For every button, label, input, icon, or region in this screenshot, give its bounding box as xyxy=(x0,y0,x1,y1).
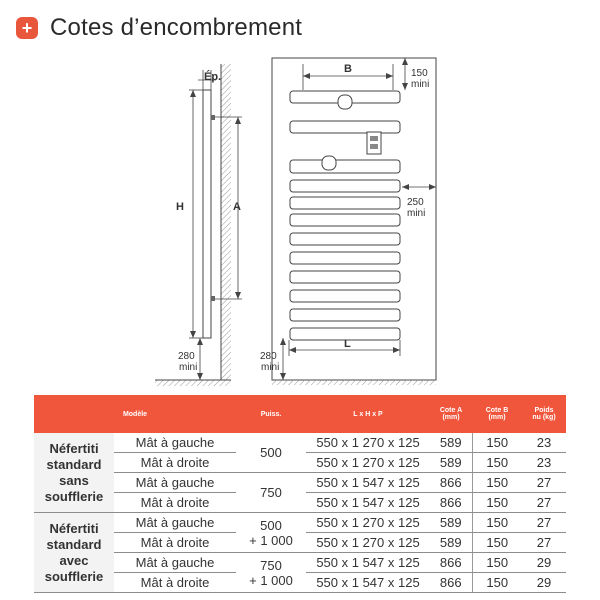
power-line: + 1 000 xyxy=(249,532,293,548)
radiator-bar xyxy=(290,290,400,302)
dims-cell: 550 x 1 270 x 125 xyxy=(306,513,430,533)
radiator-bar xyxy=(290,252,400,264)
a-label: A xyxy=(233,201,241,213)
col-header-weight xyxy=(522,395,566,433)
mini-280-right: 280 xyxy=(260,351,277,362)
variant-cell: Mât à droite xyxy=(114,573,236,593)
side-view xyxy=(155,64,242,386)
dims-cell: 550 x 1 270 x 125 xyxy=(306,533,430,553)
variant-cell: Mât à droite xyxy=(114,493,236,513)
ep-label: Ép. xyxy=(204,71,222,83)
radiator-bar xyxy=(290,271,400,283)
model-name-line: soufflerie xyxy=(44,568,104,584)
model-name-cell xyxy=(34,433,114,513)
col-header-weight-text: Poids nu (kg) xyxy=(532,407,556,421)
weight-cell: 29 xyxy=(522,553,566,573)
dims-cell: 550 x 1 547 x 125 xyxy=(306,473,430,493)
col-header-power: Puiss. xyxy=(236,395,306,433)
model-name-line: soufflerie xyxy=(44,488,104,504)
radiator-bar xyxy=(290,197,400,209)
weight-cell: 29 xyxy=(522,573,566,593)
cote-a-cell: 589 xyxy=(430,533,472,553)
b-label: B xyxy=(344,63,352,75)
col-header-dims: L x H x P xyxy=(306,395,430,433)
floor-side xyxy=(155,380,231,386)
plus-icon: + xyxy=(16,17,38,39)
radiator-bar xyxy=(290,214,400,226)
variant-cell: Mât à gauche xyxy=(114,433,236,453)
cote-b-cell: 150 xyxy=(472,573,522,593)
col-header-cote-b-text: Cote B (mm) xyxy=(485,407,509,421)
model-name-line: sans xyxy=(59,472,89,488)
spec-table xyxy=(34,395,566,593)
table-row xyxy=(34,433,566,453)
radiator-bar xyxy=(290,121,400,133)
cote-a-cell: 866 xyxy=(430,493,472,513)
cote-a-cell: 589 xyxy=(430,513,472,533)
variant-cell: Mât à droite xyxy=(114,533,236,553)
table-row xyxy=(34,553,566,573)
col-header-cote-a-text: Cote A (mm) xyxy=(439,407,463,421)
power-cell xyxy=(236,473,306,513)
power-line: 500 xyxy=(260,517,282,533)
mini-280-right-unit: mini xyxy=(261,362,280,373)
cote-b-cell: 150 xyxy=(472,553,522,573)
power-line: + 1 000 xyxy=(249,572,293,588)
control-box xyxy=(367,132,381,154)
cote-b-cell: 150 xyxy=(472,433,522,453)
radiator-bar xyxy=(290,160,400,173)
weight-cell: 23 xyxy=(522,433,566,453)
grab-handle-top xyxy=(338,95,352,109)
front-view xyxy=(260,58,436,385)
l-label: L xyxy=(344,338,351,350)
power-cell xyxy=(236,553,306,593)
weight-cell: 23 xyxy=(522,453,566,473)
h-label: H xyxy=(176,201,184,213)
cote-b-cell: 150 xyxy=(472,513,522,533)
variant-cell: Mât à gauche xyxy=(114,513,236,533)
power-cell xyxy=(236,513,306,553)
model-name-line: Néfertiti xyxy=(49,440,99,456)
col-header-model: Modèle xyxy=(34,395,236,433)
radiator-front xyxy=(290,91,400,340)
dims-cell: 550 x 1 270 x 125 xyxy=(306,453,430,473)
power-line: 750 xyxy=(260,557,282,573)
cote-a-cell: 866 xyxy=(430,573,472,593)
dims-cell: 550 x 1 547 x 125 xyxy=(306,493,430,513)
grab-handle-middle xyxy=(322,156,336,170)
col-header-cote-b xyxy=(472,395,522,433)
weight-cell: 27 xyxy=(522,493,566,513)
mini-150-unit: mini xyxy=(411,79,430,90)
variant-cell: Mât à gauche xyxy=(114,473,236,493)
model-name-cell xyxy=(34,513,114,593)
model-name-line: standard xyxy=(46,456,102,472)
dims-cell: 550 x 1 547 x 125 xyxy=(306,553,430,573)
cote-b-cell: 150 xyxy=(472,453,522,473)
mini-250: 250 xyxy=(407,197,424,208)
radiator-profile xyxy=(203,90,211,338)
cote-a-cell: 589 xyxy=(430,433,472,453)
cote-b-cell: 150 xyxy=(472,473,522,493)
mini-280-left-unit: mini xyxy=(179,362,198,373)
table-header-row xyxy=(34,395,566,433)
weight-cell: 27 xyxy=(522,513,566,533)
mini-150: 150 xyxy=(411,68,428,79)
weight-cell: 27 xyxy=(522,533,566,553)
power-line: 500 xyxy=(260,445,282,460)
page-title: Cotes d’encombrement xyxy=(50,14,303,41)
cote-a-cell: 866 xyxy=(430,553,472,573)
table-row xyxy=(34,513,566,533)
variant-cell: Mât à droite xyxy=(114,453,236,473)
variant-cell: Mât à gauche xyxy=(114,553,236,573)
weight-cell: 27 xyxy=(522,473,566,493)
cote-a-cell: 589 xyxy=(430,453,472,473)
power-cell xyxy=(236,433,306,473)
power-line: 750 xyxy=(260,485,282,500)
radiator-bar xyxy=(290,309,400,321)
dims-cell: 550 x 1 270 x 125 xyxy=(306,433,430,453)
cote-a-cell: 866 xyxy=(430,473,472,493)
cote-b-cell: 150 xyxy=(472,493,522,513)
dims-cell: 550 x 1 547 x 125 xyxy=(306,573,430,593)
model-name-line: standard xyxy=(46,536,102,552)
mini-280-left: 280 xyxy=(178,351,195,362)
mini-250-unit: mini xyxy=(407,208,426,219)
cote-b-cell: 150 xyxy=(472,533,522,553)
wall-side xyxy=(221,64,231,380)
radiator-bar xyxy=(290,233,400,245)
table-row xyxy=(34,473,566,493)
spec-table-body xyxy=(34,433,566,593)
radiator-bar xyxy=(290,180,400,192)
model-name-line: Néfertiti xyxy=(49,520,99,536)
floor-front xyxy=(272,380,436,385)
col-header-cote-a xyxy=(430,395,472,433)
model-name-line: avec xyxy=(59,552,89,568)
